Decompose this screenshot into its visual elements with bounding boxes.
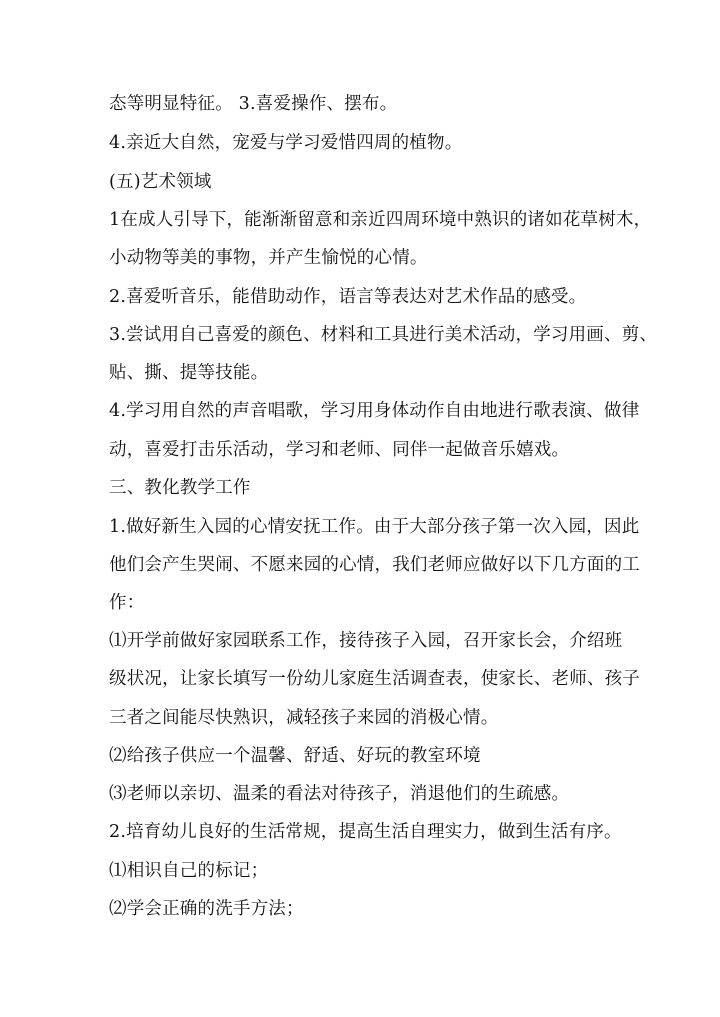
- text-line: 小动物等美的事物，并产生愉悦的心情。: [109, 248, 428, 268]
- text-line: 1在成人引导下，能渐渐留意和亲近四周环境中熟识的诸如花草树木，: [109, 210, 652, 230]
- text-line: 3.尝试用自己喜爱的颜色、材料和工具进行美术活动，学习用画、剪、: [109, 325, 658, 345]
- text-line: ⑵给孩子供应一个温馨、舒适、好玩的教室环境: [109, 746, 481, 766]
- text-line: ⑴开学前做好家园联系工作，接待孩子入园，召开家长会，介绍班: [109, 631, 623, 651]
- text-line: 态等明显特征。 3.喜爱操作、摆布。: [109, 94, 398, 114]
- text-line: 2.喜爱听音乐，能借助动作，语言等表达对艺术作品的感受。: [109, 287, 587, 307]
- text-line: 级状况，让家长填写一份幼儿家庭生活调查表，使家长、老师、孩子: [109, 669, 640, 689]
- section-heading: 三、教化教学工作: [109, 478, 251, 498]
- section-heading: (五)艺术领域: [109, 172, 212, 192]
- text-line: 贴、撕、提等技能。: [109, 363, 269, 383]
- text-line: 动，喜爱打击乐活动，学习和老师、同伴一起做音乐嬉戏。: [109, 440, 570, 460]
- text-line: 作：: [109, 593, 145, 613]
- text-line: ⑶老师以亲切、温柔的看法对待孩子，消退他们的生疏感。: [109, 784, 570, 804]
- text-line: ⑵学会正确的洗手方法；: [109, 899, 304, 919]
- text-line: 4.亲近大自然，宠爱与学习爱惜四周的植物。: [109, 133, 463, 153]
- text-line: 4.学习用自然的声音唱歌，学习用身体动作自由地进行歌表演、做律: [109, 401, 640, 421]
- text-line: 2.培育幼儿良好的生活常规，提高生活自理实力，做到生活有序。: [109, 822, 622, 842]
- text-line: 三者之间能尽快熟识，减轻孩子来园的消极心情。: [109, 708, 499, 728]
- text-line: ⑴相识自己的标记；: [109, 861, 269, 881]
- text-line: 他们会产生哭闹、不愿来园的心情，我们老师应做好以下几方面的工: [109, 555, 640, 575]
- text-line: 1.做好新生入园的心情安抚工作。由于大部分孩子第一次入园，因此: [109, 517, 640, 537]
